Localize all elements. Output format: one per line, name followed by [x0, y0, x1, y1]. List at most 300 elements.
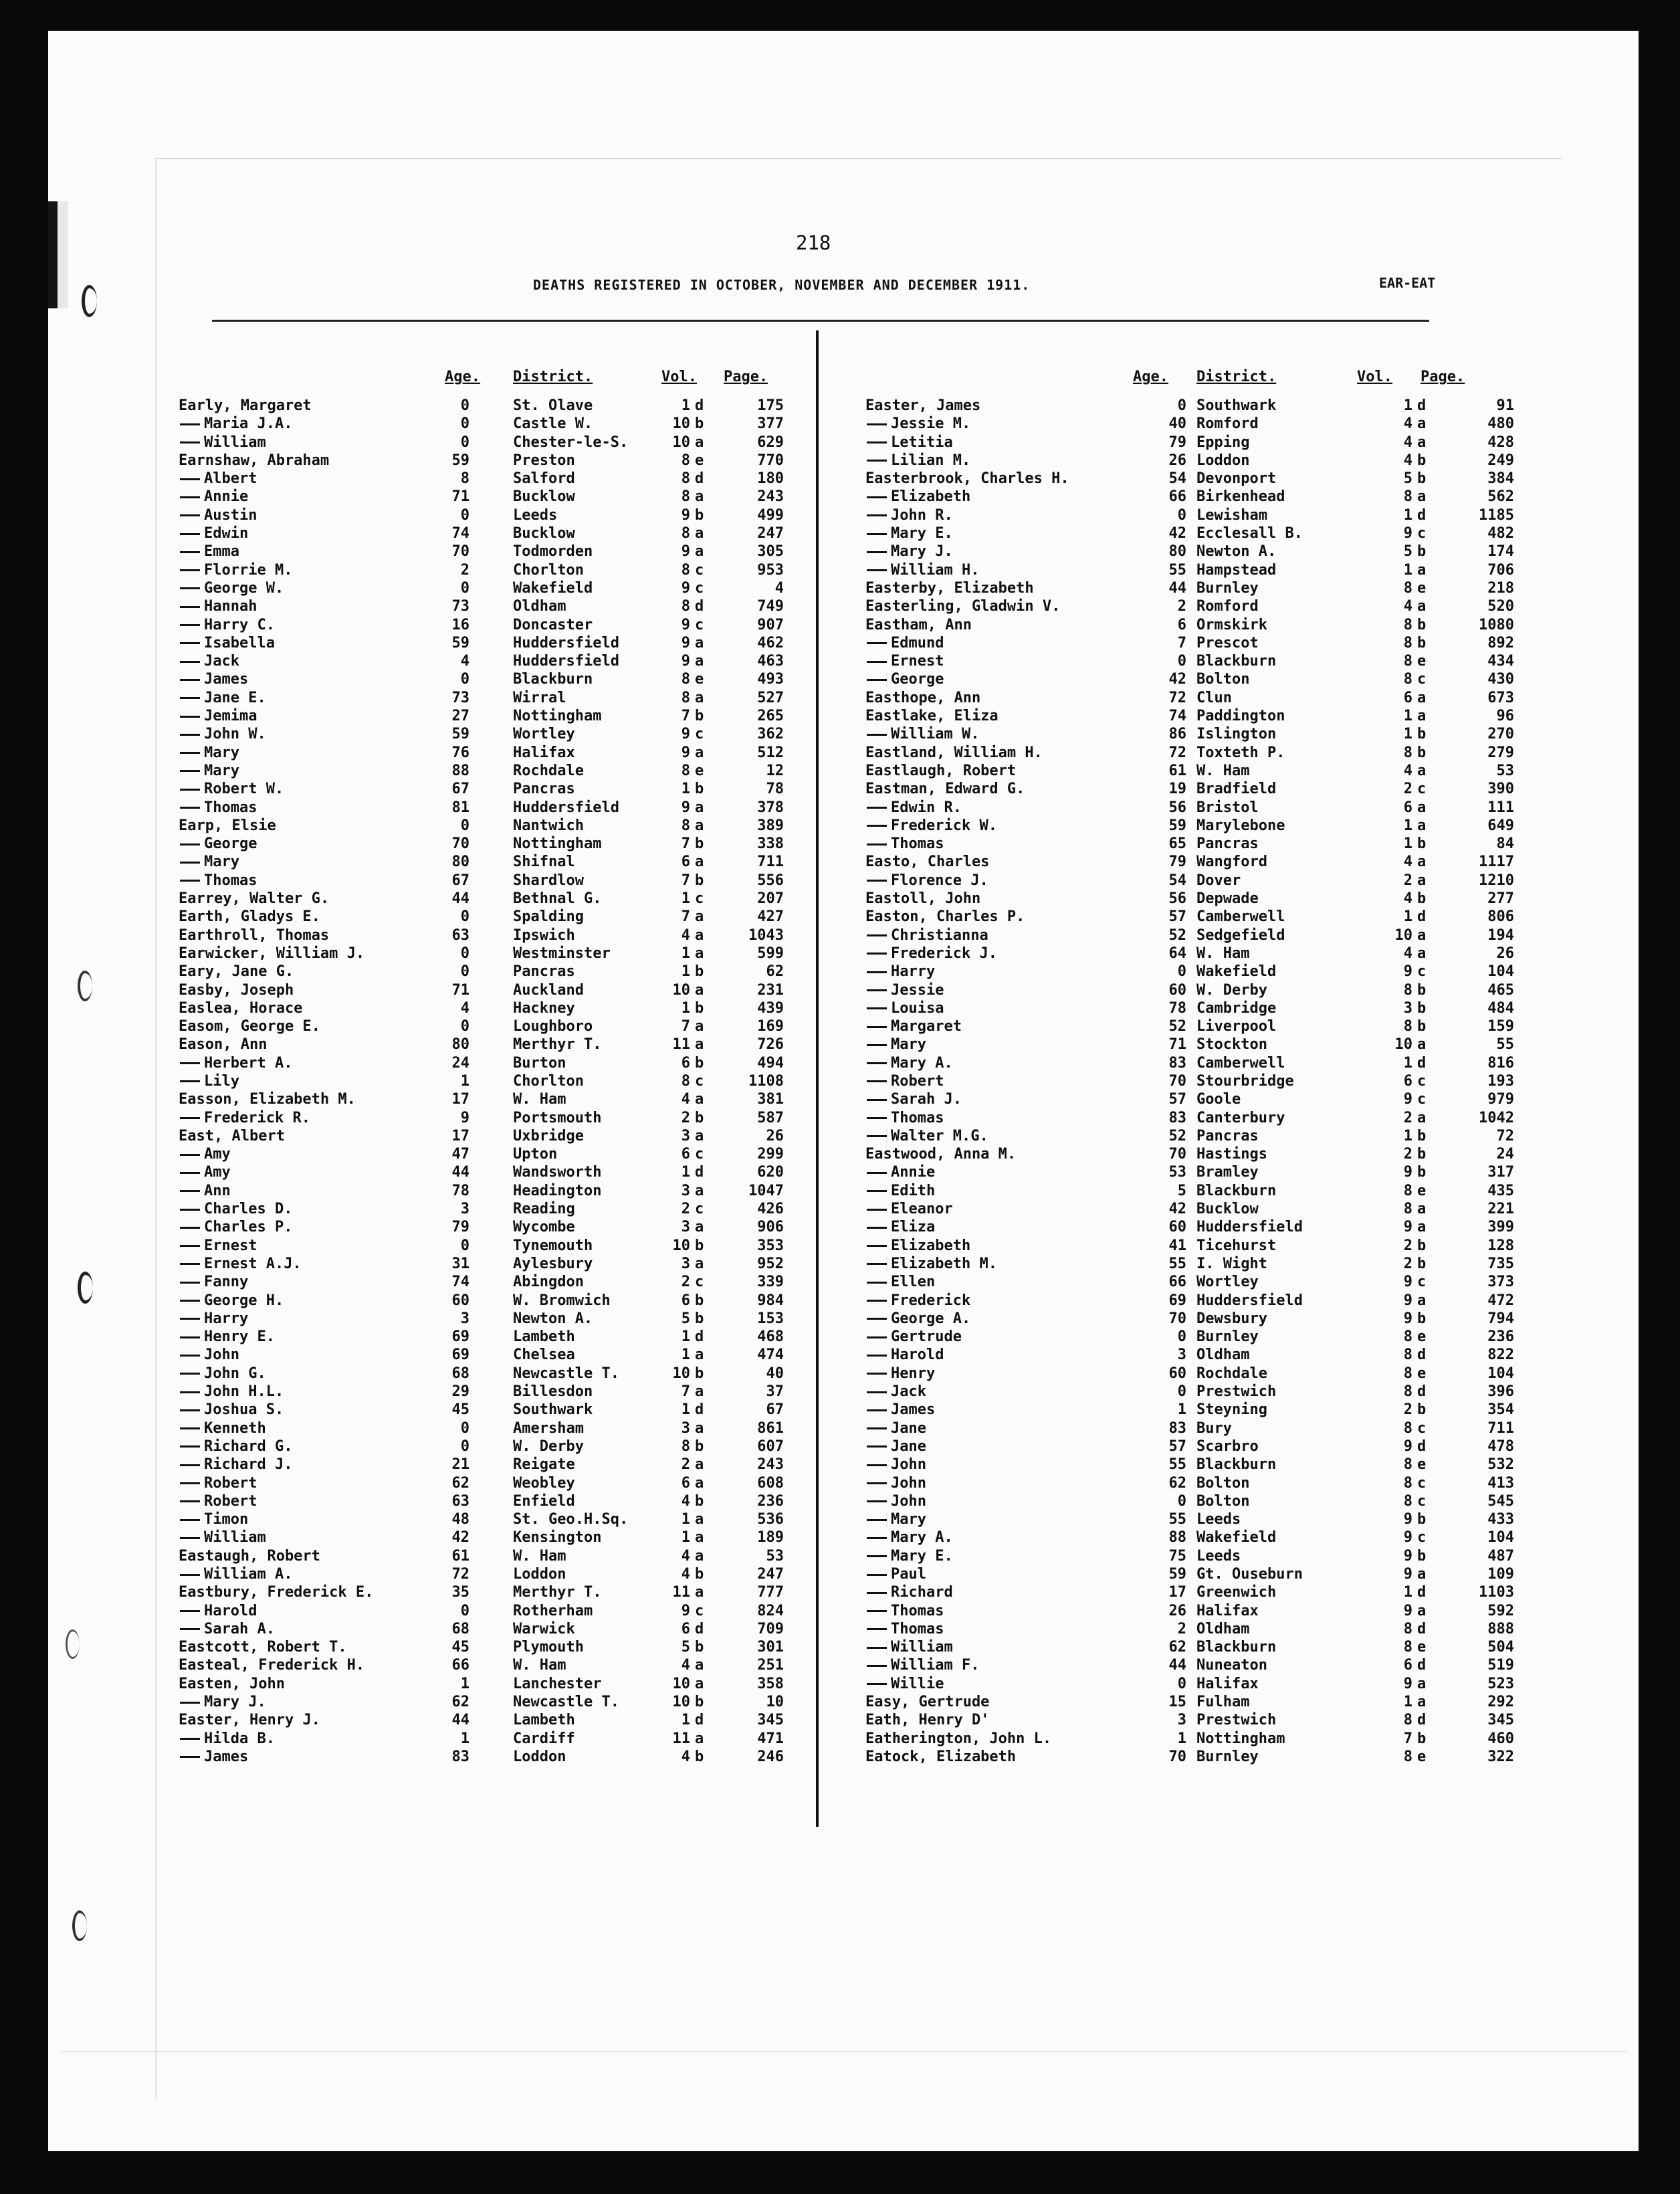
ditto-dash: [867, 1537, 887, 1539]
entry-vol: 8: [681, 1072, 690, 1090]
entry-name: [865, 707, 999, 725]
entry-district: Westminster: [513, 944, 611, 962]
entry-vol: 8: [1403, 488, 1412, 506]
entry-name-text: William A.: [204, 1566, 293, 1583]
entry-name-text: Easto, Charles: [865, 854, 990, 871]
entry-page: 463: [757, 653, 784, 670]
ditto-dash: [180, 843, 200, 845]
entry-vol-letter: d: [1417, 1347, 1427, 1364]
entry-district: Bucklow: [513, 525, 575, 542]
entry-name-text: Mary: [891, 1511, 926, 1528]
entry-vol-letter: a: [695, 689, 704, 706]
entry-age: 42: [1168, 1201, 1186, 1218]
entry-page: 377: [757, 415, 784, 433]
entry-page: 608: [757, 1474, 784, 1492]
entry-vol-letter: d: [695, 1712, 704, 1729]
table-row: [865, 1090, 1514, 1108]
entry-name: [865, 1109, 944, 1127]
entry-vol-letter: a: [695, 433, 704, 451]
entry-age: 0: [1177, 1675, 1186, 1692]
entry-name-text: Ernest A.J.: [204, 1255, 302, 1272]
entry-district: Halifax: [1196, 1602, 1259, 1619]
entry-district: Pancras: [513, 963, 575, 981]
entry-page: 462: [757, 634, 784, 652]
entry-vol-letter: d: [1417, 1054, 1427, 1072]
entry-name-text: Eastcott, Robert T.: [179, 1639, 347, 1656]
entry-district: Bolton: [1196, 671, 1250, 688]
entry-vol: 4: [1403, 415, 1412, 433]
entry-page: 243: [757, 488, 784, 506]
entry-vol-letter: e: [1417, 1639, 1427, 1656]
entry-district: W. Ham: [513, 1091, 566, 1108]
entry-name-text: Jane E.: [204, 689, 266, 706]
entry-age: 45: [451, 1639, 469, 1656]
table-row: [865, 999, 1514, 1017]
ditto-dash: [180, 514, 200, 516]
entry-vol-letter: b: [695, 781, 704, 798]
entry-vol: 1: [681, 999, 690, 1017]
ditto-dash: [180, 1263, 200, 1265]
entry-vol: 9: [1403, 1274, 1412, 1291]
entry-vol-letter: a: [1417, 854, 1427, 871]
entry-name-text: William: [204, 433, 266, 451]
entry-district: Portsmouth: [513, 1109, 602, 1126]
entry-age: 67: [451, 781, 469, 798]
entry-district: Prestwich: [1196, 1383, 1277, 1401]
entry-name-text: Thomas: [891, 1620, 944, 1637]
entry-vol: 9: [1403, 1091, 1412, 1108]
entry-page: 91: [1496, 397, 1514, 414]
table-row: [865, 981, 1514, 999]
entry-vol: 8: [1403, 1639, 1412, 1656]
entry-district: Ipswich: [513, 926, 575, 944]
entry-district: Lambeth: [513, 1328, 575, 1346]
entry-name: [179, 1401, 284, 1419]
entry-name-text: Ellen: [891, 1274, 936, 1291]
entry-name: [865, 1656, 979, 1674]
entry-district: Nantwich: [513, 817, 584, 834]
table-row: [865, 1017, 1514, 1035]
entry-age: 66: [1168, 1274, 1186, 1291]
entry-district: Uxbridge: [513, 1127, 584, 1144]
entry-district: Reading: [513, 1201, 575, 1218]
table-row: [865, 944, 1514, 963]
entry-vol-letter: d: [695, 1401, 704, 1419]
entry-vol: 4: [681, 1547, 690, 1565]
entry-district: Bury: [1196, 1419, 1232, 1437]
entry-district: Wangford: [1196, 854, 1267, 871]
entry-vol: 7: [681, 1383, 690, 1401]
entry-vol: 4: [1403, 598, 1412, 615]
entry-page: 892: [1487, 634, 1514, 652]
table-row: [179, 1602, 784, 1620]
entry-age: 80: [451, 1036, 469, 1054]
ditto-dash: [180, 1336, 200, 1338]
entry-page: 824: [757, 1602, 784, 1619]
table-row: [179, 616, 784, 634]
index-range: EAR-EAT: [1379, 275, 1436, 291]
entry-page: 493: [757, 671, 784, 688]
entry-age: 3: [1177, 1347, 1186, 1364]
entry-page: 599: [757, 944, 784, 962]
ditto-dash: [180, 1702, 200, 1704]
entry-district: Bradfield: [1196, 781, 1277, 798]
entry-page: 345: [1487, 1712, 1514, 1729]
entry-vol-letter: c: [1417, 1274, 1427, 1291]
entry-vol: 9: [681, 506, 690, 524]
entry-name-text: Gertrude: [891, 1328, 962, 1346]
entry-name: [865, 1401, 935, 1419]
table-row: [179, 597, 784, 615]
ditto-dash: [867, 1135, 887, 1137]
ditto-dash: [867, 1464, 887, 1466]
entry-name: [179, 452, 329, 470]
entry-age: 55: [1168, 561, 1186, 579]
entry-name-text: Eastoll, John: [865, 890, 981, 908]
entry-name: [865, 835, 944, 853]
table-row: [179, 1638, 784, 1656]
entry-vol: 10: [1394, 1036, 1412, 1054]
table-row: [179, 1090, 784, 1108]
entry-district: Tynemouth: [513, 1237, 593, 1254]
entry-district: Cardiff: [513, 1730, 575, 1747]
entry-vol: 2: [1403, 1401, 1412, 1419]
entry-vol-letter: e: [1417, 1365, 1427, 1382]
table-row: [179, 707, 784, 725]
table-row: [865, 1730, 1514, 1748]
ditto-dash: [867, 1610, 887, 1612]
entry-name: [179, 616, 275, 634]
entry-vol: 8: [1403, 1347, 1412, 1364]
entry-vol-letter: a: [1417, 488, 1427, 506]
entry-page: 270: [1487, 726, 1514, 743]
entry-age: 69: [451, 1347, 469, 1364]
entry-age: 3: [460, 1201, 469, 1218]
entry-page: 607: [757, 1437, 784, 1455]
ditto-dash: [867, 1227, 887, 1229]
entry-page: 1042: [1479, 1109, 1514, 1126]
entry-name: [865, 561, 979, 579]
entry-age: 44: [451, 1712, 469, 1729]
entry-vol-letter: b: [1417, 999, 1427, 1017]
entry-page: 474: [757, 1347, 784, 1364]
entry-name-text: Ernest: [891, 653, 944, 670]
ditto-dash: [180, 1355, 200, 1357]
column-headers: [179, 369, 780, 397]
entry-age: 79: [1168, 854, 1186, 871]
entry-age: 19: [1168, 781, 1186, 798]
entry-age: 69: [451, 1328, 469, 1346]
entry-name-text: Henry E.: [204, 1328, 275, 1346]
table-row: [865, 908, 1514, 926]
entry-name: [865, 670, 944, 688]
entry-district: Castle W.: [513, 415, 593, 433]
entry-vol-letter: a: [695, 543, 704, 561]
table-row: [865, 634, 1514, 652]
table-row: [865, 926, 1514, 944]
entry-vol-letter: a: [695, 1255, 704, 1272]
entry-vol-letter: b: [1417, 1255, 1427, 1272]
entry-name: [179, 1602, 257, 1620]
entry-vol-letter: b: [695, 1292, 704, 1309]
entry-page: 471: [757, 1730, 784, 1747]
entry-page: 249: [1487, 452, 1514, 469]
entry-page: 96: [1496, 708, 1514, 725]
entry-page: 499: [757, 506, 784, 524]
entry-name-text: Thomas: [891, 835, 944, 853]
entry-vol: 9: [681, 616, 690, 633]
entry-name-text: Frederick R.: [204, 1109, 310, 1126]
entry-age: 44: [451, 1164, 469, 1181]
entry-vol-letter: b: [1417, 890, 1427, 908]
entry-vol: 8: [1403, 1492, 1412, 1510]
entry-name: [179, 744, 239, 762]
entry-age: 75: [1168, 1547, 1186, 1565]
entry-page: 519: [1487, 1657, 1514, 1674]
table-row: [179, 506, 784, 524]
entry-page: 468: [757, 1328, 784, 1346]
entry-page: 629: [757, 433, 784, 451]
entry-name-text: Easton, Charles P.: [865, 908, 1025, 926]
entry-vol: 8: [1403, 616, 1412, 633]
entry-age: 68: [451, 1620, 469, 1637]
entry-name-text: Robert: [204, 1474, 257, 1492]
entry-name: [179, 981, 294, 999]
entry-list: [179, 397, 784, 1766]
entry-name-text: Edith: [891, 1182, 936, 1199]
entry-name-text: Hilda B.: [204, 1730, 275, 1747]
ditto-dash: [180, 1500, 200, 1502]
entry-name: [865, 963, 935, 981]
entry-age: 44: [1168, 1657, 1186, 1674]
table-row: [179, 1182, 784, 1200]
entry-district: Burnley: [1196, 1328, 1259, 1346]
ditto-dash: [867, 1300, 887, 1302]
entry-district: Islington: [1196, 726, 1277, 743]
entry-vol-letter: c: [1417, 1091, 1427, 1108]
entry-vol: 8: [681, 1437, 690, 1455]
ditto-dash: [867, 934, 887, 936]
entry-age: 45: [451, 1401, 469, 1419]
entry-name: [865, 725, 979, 743]
table-row: [179, 944, 784, 963]
entry-name: [179, 1035, 267, 1054]
entry-name-text: Elizabeth: [891, 488, 971, 506]
entry-name-text: Charles D.: [204, 1201, 293, 1218]
entry-district: St. Olave: [513, 397, 593, 414]
entry-vol-letter: a: [695, 981, 704, 999]
entry-name-text: Frederick: [891, 1292, 971, 1309]
entry-district: Huddersfield: [513, 634, 619, 652]
entry-district: Spalding: [513, 908, 584, 926]
table-row: [865, 524, 1514, 542]
table-row: [179, 1401, 784, 1419]
entry-district: Nottingham: [1196, 1730, 1285, 1747]
ditto-dash: [867, 1336, 887, 1338]
table-row: [865, 799, 1514, 817]
table-row: [179, 397, 784, 415]
entry-district: Burnley: [1196, 1748, 1259, 1765]
entry-name: [179, 817, 276, 835]
table-row: [865, 1163, 1514, 1181]
entry-name-text: Harry C.: [204, 616, 275, 633]
entry-district: Newton A.: [513, 1310, 593, 1327]
entry-age: 0: [460, 671, 469, 688]
table-row: [865, 1072, 1514, 1090]
entry-district: Southwark: [1196, 397, 1277, 414]
entry-vol-letter: e: [1417, 1456, 1427, 1474]
entry-age: 0: [1177, 1328, 1186, 1346]
entry-name-text: Willie: [891, 1675, 944, 1692]
ditto-dash: [867, 514, 887, 516]
ditto-dash: [867, 460, 887, 462]
entry-name: [865, 1328, 962, 1346]
entry-name-text: Mary A.: [891, 1529, 953, 1547]
entry-name-text: Annie: [891, 1164, 936, 1181]
entry-vol: 6: [681, 854, 690, 871]
entry-name: [179, 397, 312, 415]
entry-district: Bolton: [1196, 1474, 1250, 1492]
entry-name: [865, 1437, 926, 1456]
entry-name: [865, 689, 980, 707]
entry-name-text: Mary E.: [891, 525, 953, 542]
entry-age: 57: [1168, 1091, 1186, 1108]
table-row: [179, 1437, 784, 1456]
entry-district: W. Derby: [1196, 981, 1267, 999]
entry-age: 59: [451, 452, 469, 469]
entry-district: Kensington: [513, 1529, 602, 1547]
entry-district: Paddington: [1196, 708, 1285, 725]
entry-vol: 8: [681, 488, 690, 506]
entry-name-text: Earth, Gladys E.: [179, 908, 320, 926]
entry-name-text: Jane: [891, 1419, 926, 1437]
entry-page: 109: [1487, 1566, 1514, 1583]
entry-district: Leeds: [1196, 1511, 1241, 1528]
entry-district: Bethnal G.: [513, 890, 602, 908]
entry-vol: 7: [681, 872, 690, 889]
entry-name-text: Elizabeth: [891, 1237, 971, 1254]
entry-page: 24: [1496, 1146, 1514, 1163]
entry-name-text: Thomas: [204, 872, 257, 889]
entry-age: 70: [1168, 1310, 1186, 1327]
entry-name-text: Frederick J.: [891, 944, 997, 962]
entry-vol: 9: [1403, 525, 1412, 542]
entry-age: 83: [451, 1748, 469, 1765]
ditto-dash: [867, 734, 887, 736]
entry-vol: 9: [1403, 1164, 1412, 1181]
entry-district: Ticehurst: [1196, 1237, 1277, 1254]
entry-page: 301: [757, 1639, 784, 1656]
entry-name-text: Richard: [891, 1584, 953, 1601]
entry-name: [179, 835, 257, 853]
entry-name-text: Sarah A.: [204, 1620, 275, 1637]
ditto-dash: [180, 1738, 200, 1740]
entry-page: 649: [1487, 817, 1514, 834]
ditto-dash: [867, 807, 887, 809]
entry-page: 806: [1487, 908, 1514, 926]
entry-name-text: Easterby, Elizabeth: [865, 579, 1034, 597]
entry-name-text: Easterbrook, Charles H.: [865, 470, 1069, 488]
entry-vol: 8: [1403, 579, 1412, 597]
entry-page: 246: [757, 1748, 784, 1765]
table-row: [865, 835, 1514, 853]
entry-vol: 9: [1403, 1437, 1412, 1455]
entry-district: Huddersfield: [1196, 1292, 1303, 1309]
entry-district: Burnley: [1196, 579, 1259, 597]
entry-district: Prescot: [1196, 634, 1259, 652]
entry-name: [865, 1090, 962, 1108]
entry-page: 523: [1487, 1675, 1514, 1692]
entry-vol: 7: [681, 708, 690, 725]
entry-name: [179, 1218, 292, 1236]
entry-name-text: Easten, John: [179, 1675, 285, 1692]
entry-name-text: Edwin: [204, 525, 249, 542]
entry-page: 527: [757, 689, 784, 706]
entry-vol: 8: [681, 525, 690, 542]
entry-page: 78: [766, 781, 784, 798]
entry-name-text: John: [204, 1347, 239, 1364]
entry-vol: 1: [1403, 1127, 1412, 1144]
ditto-dash: [867, 423, 887, 425]
entry-name: [179, 872, 257, 890]
entry-vol: 7: [681, 835, 690, 853]
entry-name-text: Christianna: [891, 926, 988, 944]
entry-page: 221: [1487, 1201, 1514, 1218]
entry-name-text: Eastland, William H.: [865, 744, 1043, 761]
ditto-dash: [180, 1154, 200, 1156]
entry-page: 504: [1487, 1639, 1514, 1656]
entry-vol-letter: b: [1417, 1547, 1427, 1565]
table-row: [179, 1510, 784, 1528]
entry-district: W. Ham: [513, 1547, 566, 1565]
entry-name-text: Mary: [204, 744, 239, 761]
entry-page: 556: [757, 872, 784, 889]
entry-name: [179, 597, 257, 615]
entry-vol-letter: e: [695, 762, 704, 779]
ditto-dash: [867, 825, 887, 827]
entry-page: 12: [766, 762, 784, 779]
entry-district: Oldham: [1196, 1620, 1250, 1637]
entry-name: [179, 1127, 285, 1145]
table-row: [865, 579, 1514, 597]
entry-name-text: Emma: [204, 543, 239, 561]
ditto-dash: [180, 734, 200, 736]
table-row: [865, 1492, 1514, 1510]
ditto-dash: [180, 496, 200, 498]
entry-name: [179, 670, 248, 688]
entry-vol: 8: [681, 671, 690, 688]
entry-district: Headington: [513, 1182, 602, 1199]
entry-district: Hampstead: [1196, 561, 1277, 579]
table-row: [179, 1163, 784, 1181]
entry-vol: 8: [1403, 1383, 1412, 1401]
entry-vol: 9: [681, 634, 690, 652]
entry-name-text: Easter, James: [865, 397, 981, 414]
entry-vol: 8: [1403, 744, 1412, 761]
entry-vol-letter: e: [695, 452, 704, 469]
table-row: [865, 1583, 1514, 1601]
entry-vol: 6: [1403, 689, 1412, 706]
entry-name-text: Annie: [204, 488, 249, 506]
entry-age: 2: [1177, 1620, 1186, 1637]
entry-age: 83: [1168, 1419, 1186, 1437]
header-rule: [212, 320, 1429, 322]
entry-name: [865, 579, 1034, 597]
entry-vol-letter: b: [695, 1054, 704, 1072]
entry-district: Reigate: [513, 1456, 575, 1474]
entry-name: [865, 1365, 935, 1383]
entry-age: 55: [1168, 1511, 1186, 1528]
